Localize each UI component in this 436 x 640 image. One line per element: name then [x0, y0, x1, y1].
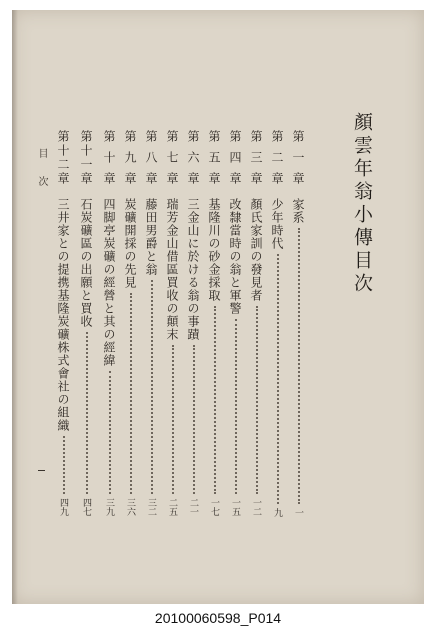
toc-page-6: 二一 [188, 498, 198, 516]
toc-chapter-3: 第三章 [249, 130, 263, 193]
toc-leader-5 [214, 306, 216, 494]
toc-heading-10: 四脚亭炭礦の經營と其の經緯 [102, 198, 116, 367]
toc-page-3: 一二 [251, 498, 261, 516]
toc-chapter-10: 第十章 [102, 130, 116, 193]
toc-heading-12: 三井家との提携基隆炭礦株式會社の組織 [56, 198, 70, 432]
toc-heading-7: 瑞芳金山借區買收の顛末 [165, 198, 179, 341]
toc-chapter-12: 第十二章 [56, 130, 70, 186]
folio-mark [38, 470, 45, 471]
toc-heading-8: 藤田男爵と翁 [144, 198, 158, 276]
toc-chapter-11: 第十一章 [79, 130, 93, 186]
toc-heading-11: 石炭礦區の出願と買收 [79, 198, 93, 328]
toc-leader-1 [298, 228, 300, 504]
toc-page-9: 三六 [125, 498, 135, 516]
toc-page-10: 三九 [104, 498, 114, 516]
toc-leader-9 [130, 293, 132, 494]
toc-heading-4: 改隸當時の翁と軍警 [228, 198, 242, 315]
image-caption: 20100060598_P014 [154, 610, 282, 626]
page-title: 顏雲年翁小傳目次 [351, 112, 373, 296]
toc-leader-11 [86, 332, 88, 494]
header-ci: 次 [36, 176, 47, 186]
toc-page-1: 一 [293, 508, 303, 517]
toc-chapter-7: 第七章 [165, 130, 179, 193]
toc-page-7: 二五 [167, 498, 177, 516]
toc-page-4: 一五 [230, 498, 240, 516]
toc-heading-9: 炭礦開採の先見 [123, 198, 137, 289]
toc-chapter-4: 第四章 [228, 130, 242, 193]
toc-leader-4 [235, 319, 237, 494]
toc-leader-6 [193, 345, 195, 494]
toc-chapter-9: 第九章 [123, 130, 137, 193]
toc-heading-6: 三金山に於ける翁の事蹟 [186, 198, 200, 341]
toc-page-12: 四九 [58, 498, 68, 516]
toc-chapter-2: 第二章 [270, 130, 284, 193]
toc-leader-8 [151, 280, 153, 494]
toc-chapter-5: 第五章 [207, 130, 221, 193]
toc-leader-3 [256, 306, 258, 494]
toc-leader-12 [63, 436, 65, 494]
toc-chapter-8: 第八章 [144, 130, 158, 193]
toc-page-5: 一七 [209, 498, 219, 516]
toc-page-2: 九 [272, 508, 282, 517]
toc-leader-7 [172, 345, 174, 494]
toc-chapter-1: 第一章 [291, 130, 305, 193]
toc-heading-2: 少年時代 [270, 198, 284, 250]
toc-heading-1: 家系 [291, 198, 305, 224]
toc-leader-2 [277, 254, 279, 504]
toc-heading-5: 基隆川の砂金採取 [207, 198, 221, 302]
toc-chapter-6: 第六章 [186, 130, 200, 193]
toc-page-11: 四七 [81, 498, 91, 516]
header-mu: 目 [36, 148, 47, 158]
toc-leader-10 [109, 371, 111, 494]
toc-page-8: 三二 [146, 498, 156, 516]
toc-heading-3: 顏氏家訓の發見者 [249, 198, 263, 302]
